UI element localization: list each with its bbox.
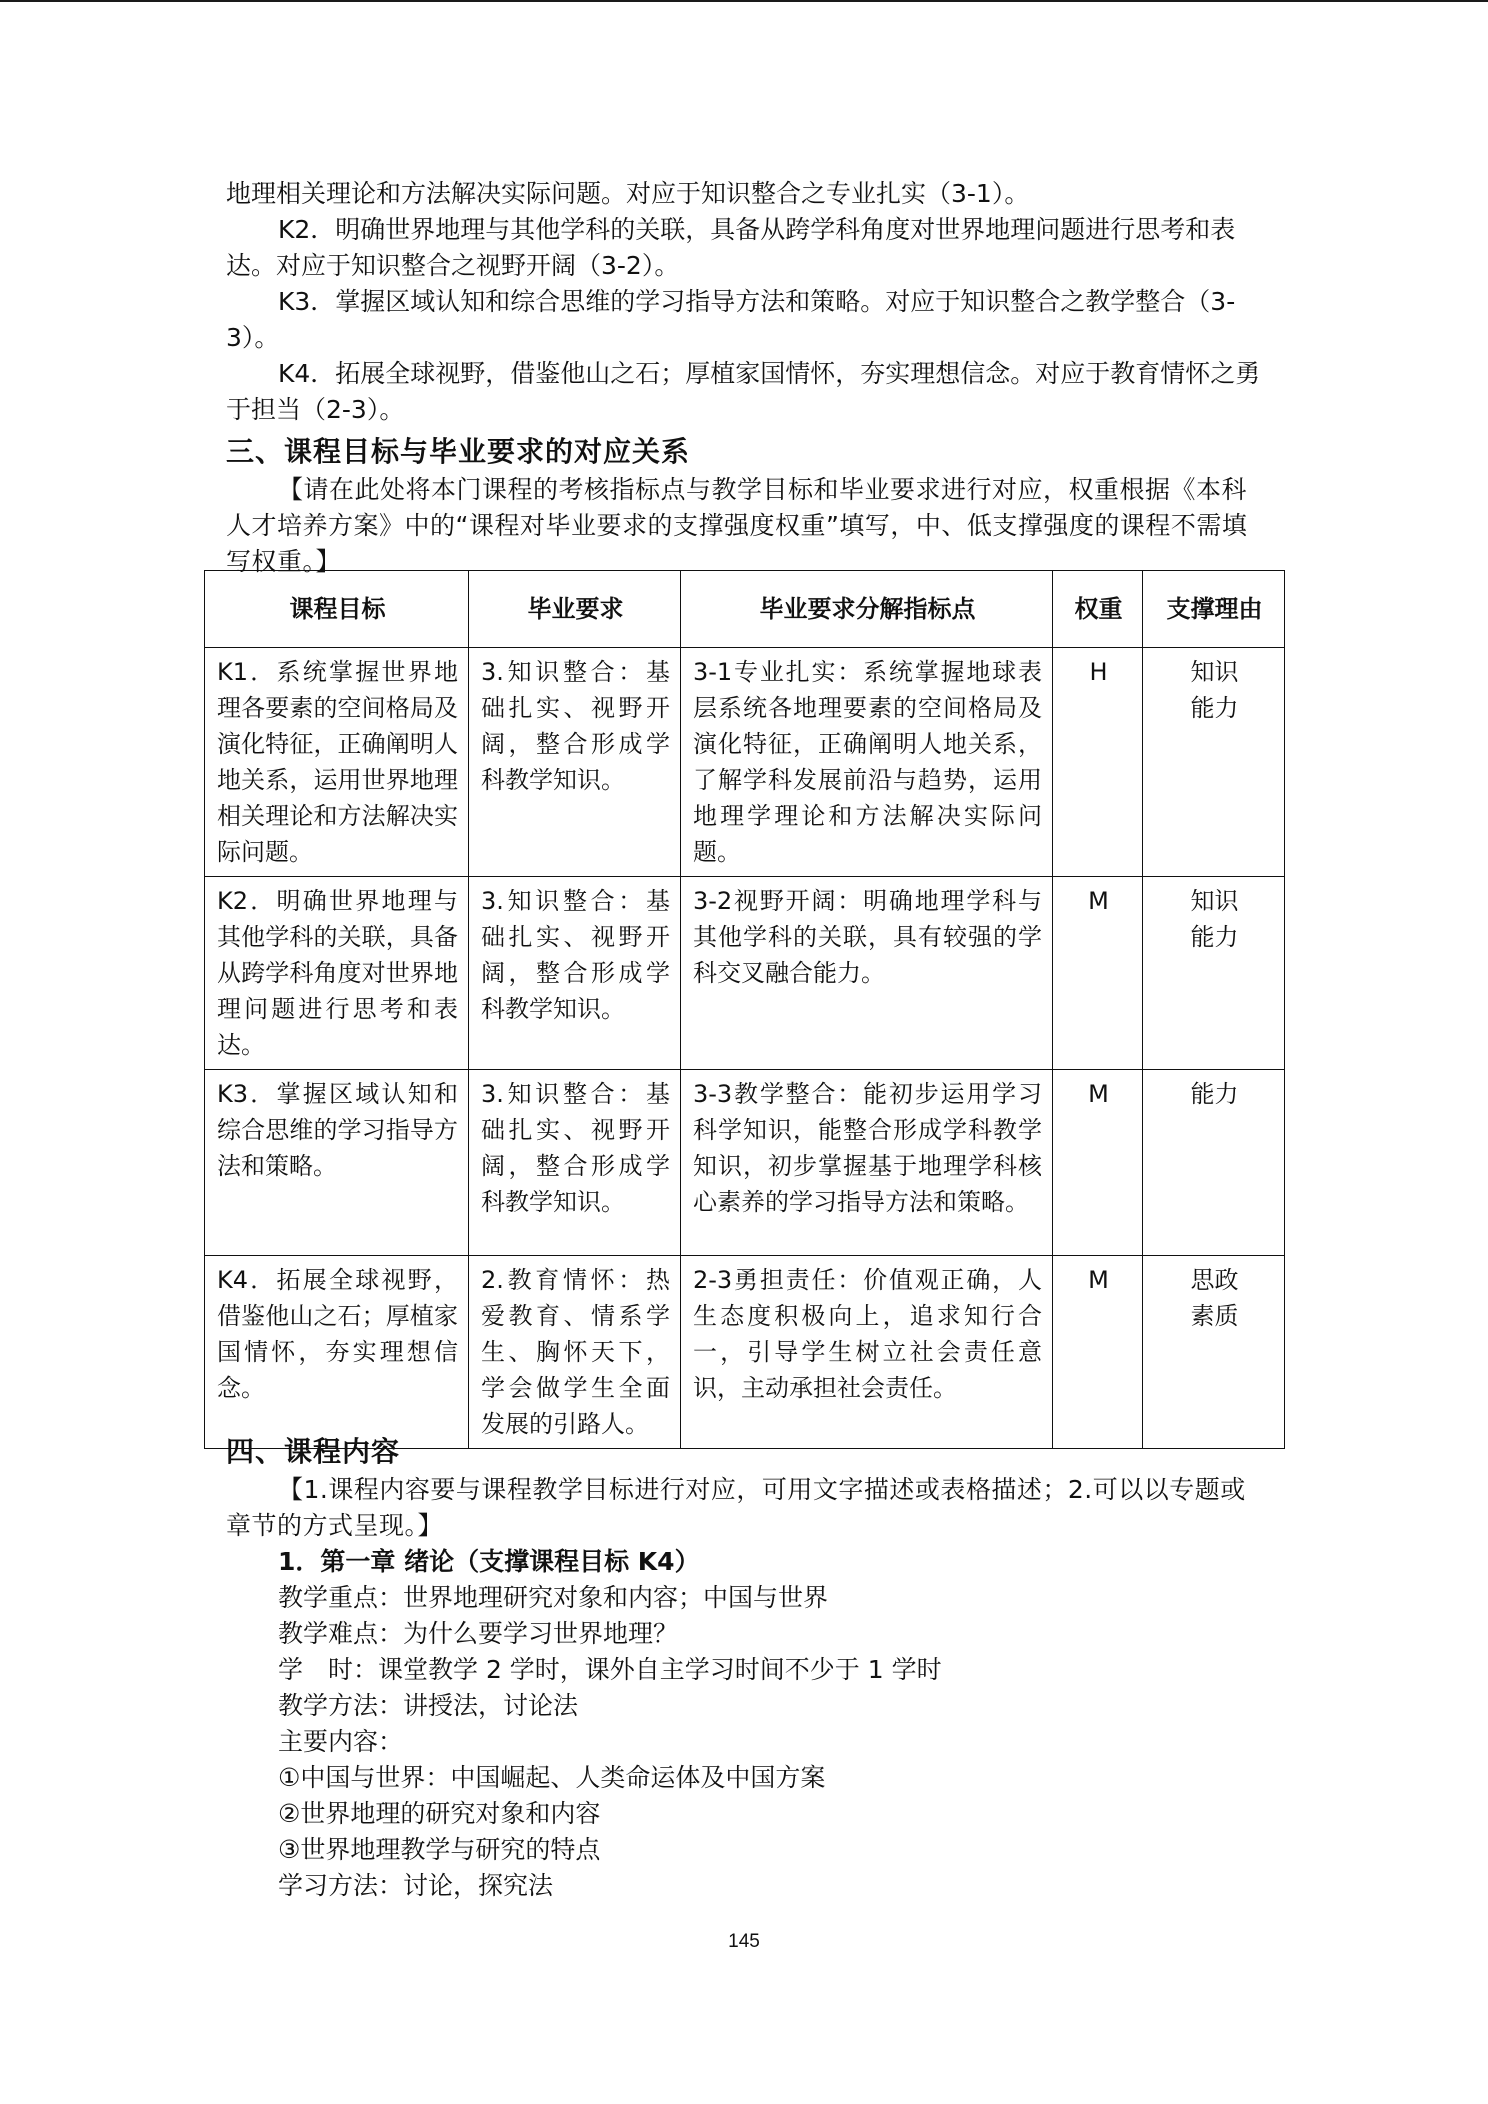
class-hours: 学 时：课堂教学 2 学时，课外自主学习时间不少于 1 学时 bbox=[278, 1655, 942, 1684]
intro-paragraph-1: 地理相关理论和方法解决实际问题。对应于知识整合之专业扎实（3-1）。 bbox=[226, 179, 1030, 208]
col-header-reason: 支撑理由 bbox=[1143, 571, 1285, 648]
cell-goal: K3．掌握区域认知和综合思维的学习指导方法和策略。 bbox=[205, 1070, 469, 1256]
learning-method: 学习方法：讨论，探究法 bbox=[278, 1871, 554, 1900]
col-header-indicator: 毕业要求分解指标点 bbox=[681, 571, 1053, 648]
page-content bbox=[217, 176, 1266, 1900]
top-border bbox=[0, 0, 1488, 2]
cell-weight: M bbox=[1053, 1256, 1143, 1449]
cell-goal: K1．系统掌握世界地理各要素的空间格局及演化特征，正确阐明人地关系，运用世界地理相关理论和方法解决实际问题。 bbox=[205, 648, 469, 877]
chapter-1-title: 1．第一章 绪论（支撑课程目标 K4） bbox=[278, 1547, 700, 1576]
section-4 bbox=[226, 1428, 1266, 1904]
content-item: ③世界地理教学与研究的特点 bbox=[278, 1835, 601, 1864]
content-item: ①中国与世界：中国崛起、人类命运体及中国方案 bbox=[278, 1763, 826, 1792]
section-heading-4: 四、课程内容 bbox=[226, 1435, 401, 1468]
section-4-instructions: 【1.课程内容要与课程教学目标进行对应，可用文字描述或表格描述；2.可以以专题或章节的方式呈现。】 bbox=[226, 1475, 1246, 1540]
table-header-row bbox=[205, 571, 1285, 648]
cell-indicator: 3-3教学整合：能初步运用学习科学知识，能整合形成学科教学知识，初步掌握基于地理学科核心素养的学习指导方法和策略。 bbox=[681, 1070, 1053, 1256]
content-item: ②世界地理的研究对象和内容 bbox=[278, 1799, 601, 1828]
cell-weight: M bbox=[1053, 1070, 1143, 1256]
teaching-focus: 教学重点：世界地理研究对象和内容；中国与世界 bbox=[278, 1583, 829, 1612]
teaching-difficulty: 教学难点：为什么要学习世界地理？ bbox=[278, 1619, 679, 1648]
cell-indicator: 3-1专业扎实：系统掌握地球表层系统各地理要素的空间格局及演化特征，正确阐明人地关系，了解学科发展前沿与趋势，运用地理学理论和方法解决实际问题。 bbox=[681, 648, 1053, 877]
cell-requirement: 3.知识整合：基础扎实、视野开阔，整合形成学科教学知识。 bbox=[469, 1070, 681, 1256]
intro-paragraph-k2: K2．明确世界地理与其他学科的关联，具备从跨学科角度对世界地理问题进行思考和表达。对应于知识整合之视野开阔（3-2）。 bbox=[226, 215, 1236, 280]
page-number: 145 bbox=[728, 1931, 760, 1952]
cell-weight: H bbox=[1053, 648, 1143, 877]
intro-paragraph-k3: K3．掌握区域认知和综合思维的学习指导方法和策略。对应于知识整合之教学整合（3-3）。 bbox=[226, 287, 1236, 352]
table-row bbox=[205, 1070, 1285, 1256]
section-heading-3: 三、课程目标与毕业要求的对应关系 bbox=[226, 435, 691, 468]
teaching-method: 教学方法：讲授法，讨论法 bbox=[278, 1691, 579, 1720]
cell-reason: 能力 bbox=[1143, 1070, 1285, 1256]
cell-goal: K4．拓展全球视野，借鉴他山之石；厚植家国情怀，夯实理想信念。 bbox=[205, 1256, 469, 1449]
goals-mapping-table bbox=[204, 570, 1285, 1449]
cell-requirement: 3.知识整合：基础扎实、视野开阔，整合形成学科教学知识。 bbox=[469, 877, 681, 1070]
main-content-label: 主要内容： bbox=[278, 1727, 404, 1756]
cell-reason: 知识 能力 bbox=[1143, 877, 1285, 1070]
col-header-goal: 课程目标 bbox=[205, 571, 469, 648]
cell-reason: 知识 能力 bbox=[1143, 648, 1285, 877]
table-row bbox=[205, 1256, 1285, 1449]
cell-reason: 思政 素质 bbox=[1143, 1256, 1285, 1449]
table-row bbox=[205, 877, 1285, 1070]
col-header-requirement: 毕业要求 bbox=[469, 571, 681, 648]
cell-indicator: 3-2视野开阔：明确地理学科与其他学科的关联，具有较强的学科交叉融合能力。 bbox=[681, 877, 1053, 1070]
intro-paragraph-k4: K4．拓展全球视野，借鉴他山之石；厚植家国情怀，夯实理想信念。对应于教育情怀之勇于担当（2-3）。 bbox=[226, 359, 1261, 424]
col-header-weight: 权重 bbox=[1053, 571, 1143, 648]
cell-goal: K2．明确世界地理与其他学科的关联，具备从跨学科角度对世界地理问题进行思考和表达。 bbox=[205, 877, 469, 1070]
cell-indicator: 2-3勇担责任：价值观正确，人生态度积极向上，追求知行合一，引导学生树立社会责任意识，主动承担社会责任。 bbox=[681, 1256, 1053, 1449]
cell-weight: M bbox=[1053, 877, 1143, 1070]
table-row bbox=[205, 648, 1285, 877]
cell-requirement: 2.教育情怀：热爱教育、情系学生、胸怀天下，学会做学生全面发展的引路人。 bbox=[469, 1256, 681, 1449]
section-3-instructions: 【请在此处将本门课程的考核指标点与教学目标和毕业要求进行对应，权重根据《本科人才培养方案》中的“课程对毕业要求的支撑强度权重”填写，中、低支撑强度的课程不需填写权重。】 bbox=[226, 475, 1248, 576]
cell-requirement: 3.知识整合：基础扎实、视野开阔，整合形成学科教学知识。 bbox=[469, 648, 681, 877]
